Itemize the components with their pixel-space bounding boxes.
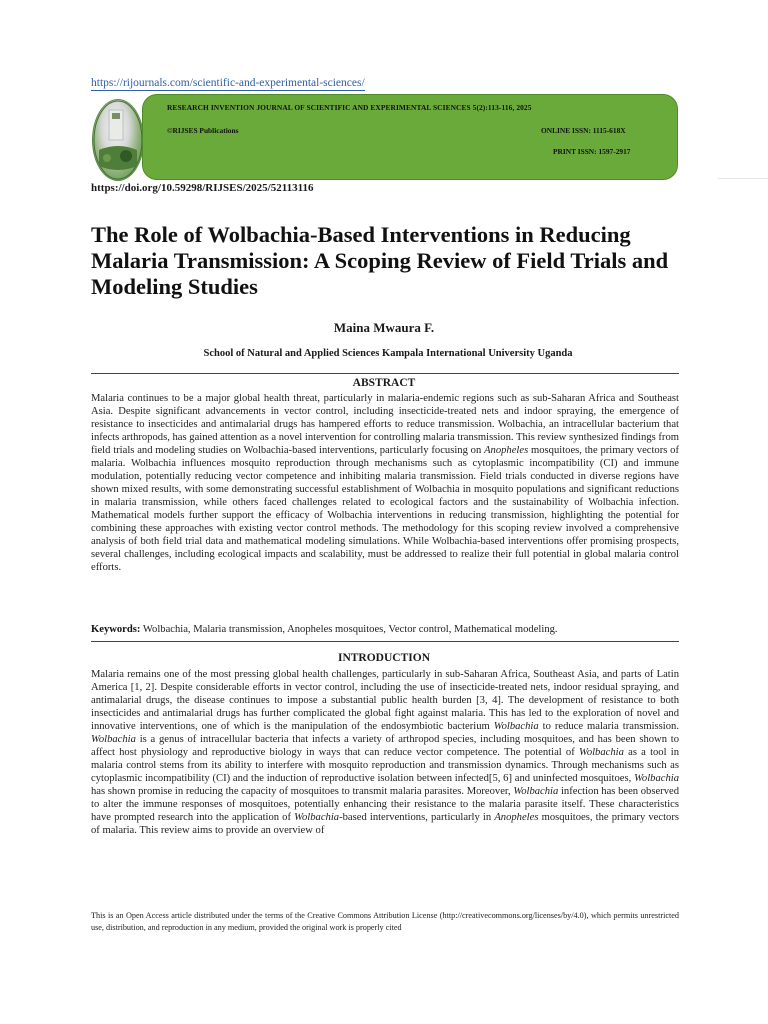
keywords-label: Keywords: (91, 624, 141, 635)
abstract-text-part-1: Malaria continues to be a major global health threat, particularly in malaria-endemic regions such as sub-Saharan Africa and Southeast Asia. Despite significant advancements in vector control, including insecticide-treated nets and indoor spraying, the emergence of resistance to insecticides and antimalarial drugs has hampered efforts to reduce transmission. Wolbachia, an intracellular bacterium that infects arthropods, has gained attention as a novel intervention for controlling malaria transmission. This review synthesized findings from field trials and modeling studies on Wolbachia-based interventions, particularly focusing on (91, 393, 679, 456)
intro-text-1: Malaria remains one of the most pressing global health challenges, particularly in sub-Saharan Africa, Southeast Asia, and parts of Latin America [1, 2]. Despite considerable efforts in vector control, including the use of insecticide-treated nets, indoor residual spraying, and antimalarial drugs, the disease continues to impose a substantial public health burden [3, 4]. The development of resistance to both insecticides and antimalarial drugs has further complicated the global fight against malaria. This has led to the exploration of novel and innovative interventions, one of which is the manipulation of the endosymbiotic bacterium (91, 669, 679, 732)
journal-name: RESEARCH INVENTION JOURNAL OF SCIENTIFIC AND EXPERIMENTAL SCIENCES 5(2):113-116, 2025 (167, 103, 532, 112)
abstract-italic-anopheles: Anopheles (484, 445, 529, 456)
introduction-paragraph (91, 668, 679, 837)
journal-url-link[interactable]: https://rijournals.com/scientific-and-experimental-sciences/ (91, 77, 365, 89)
intro-text-6: infection has been observed to alter the immune responses of mosquitoes, potentially enhancing their resistance to the malaria parasite itself. These characteristics have prompted research into the application of (91, 786, 679, 823)
intro-text-4: as a tool in malaria control stems from its ability to interfere with mosquito reproduction and transmission dynamics. Through mechanisms such as cytoplasmic incompatibility (CI) and the induction of reproductive isolation between infected[5, 6] and uninfected mosquitoes, (91, 747, 680, 784)
doi-link[interactable]: https://doi.org/10.59298/RIJSES/2025/52113116 (91, 182, 314, 194)
page-edge-divider (718, 178, 768, 179)
paper-title: The Role of Wolbachia-Based Interventions in Reducing Malaria Transmission: A Scoping Review of Field Trials and Modeling Studies (91, 222, 669, 299)
online-issn: ONLINE ISSN: 1115-618X (541, 126, 626, 135)
keywords-line (91, 623, 679, 636)
intro-italic-3: Wolbachia (578, 747, 624, 758)
intro-italic-5: Wolbachia (513, 786, 559, 797)
introduction-top-rule (91, 641, 679, 642)
abstract-text-part-2: mosquitoes, the primary vectors of malaria. Wolbachia influences mosquito reproduction through mechanisms such as cytoplasmic incompatibility (CI) and immune modulation, potentially reducing vector competence and inhibiting malaria transmission. Field trials conducted in diverse regions have shown mixed results, with some demonstrating successful establishment of Wolbachia in mosquito populations and significant reductions in malaria transmission, while others faced challenges related to ecological factors and the sustainability of Wolbachia infection. Mathematical models further support the efficacy of Wolbachia interventions in reducing transmission, highlighting the potential for combining these approaches with existing vector control methods. The methodology for this scoping review involved a comprehensive analysis of both field trial data and mathematical modeling simulations. While Wolbachia-based interventions offer promising prospects, several challenges, including ecological impacts and scalability, must be addressed to realize their full potential in global malaria control efforts. (91, 445, 679, 573)
intro-text-7: -based interventions, particularly in (339, 812, 495, 823)
author-name: Maina Mwaura F. (333, 320, 435, 335)
intro-italic-6: Wolbachia (294, 812, 340, 823)
author-affiliation: School of Natural and Applied Sciences Kampala International University Uganda (203, 348, 573, 359)
intro-text-5: has shown promise in reducing the capacity of mosquitoes to transmit malaria parasites. Moreover, (91, 786, 514, 797)
publisher-label: ©RIJSES Publications (167, 126, 239, 135)
intro-italic-4: Wolbachia (634, 773, 679, 784)
intro-italic-7: Anopheles (494, 812, 539, 823)
abstract-top-rule (91, 373, 679, 374)
intro-text-8: mosquitoes, the primary vectors of malaria. This review aims to provide an overview of (91, 812, 679, 836)
print-issn: PRINT ISSN: 1597-2917 (553, 147, 631, 156)
intro-text-2: to reduce malaria transmission. (538, 721, 679, 732)
intro-text-3: is a genus of intracellular bacteria that infects a variety of arthropod species, including mosquitoes, and has been shown to affect host physiology and reproductive biology in ways that can reduce vector competence. The potential of (91, 734, 679, 758)
intro-italic-1: Wolbachia (493, 721, 539, 732)
abstract-heading: ABSTRACT (352, 377, 416, 389)
journal-header-banner (142, 94, 678, 180)
introduction-heading: INTRODUCTION (337, 652, 430, 664)
journal-logo (92, 99, 144, 181)
intro-italic-2: Wolbachia (91, 734, 136, 745)
license-footer: This is an Open Access article distributed under the terms of the Creative Commons Attribution License (http://creativecommons.org/licenses/by/4.0), which permits unrestricted use, distribution, and reproduction in any medium, provided the original work is properly cited (91, 911, 679, 932)
abstract-paragraph (91, 392, 679, 574)
keywords-text: Wolbachia, Malaria transmission, Anopheles mosquitoes, Vector control, Mathematical modeling. (140, 624, 558, 635)
